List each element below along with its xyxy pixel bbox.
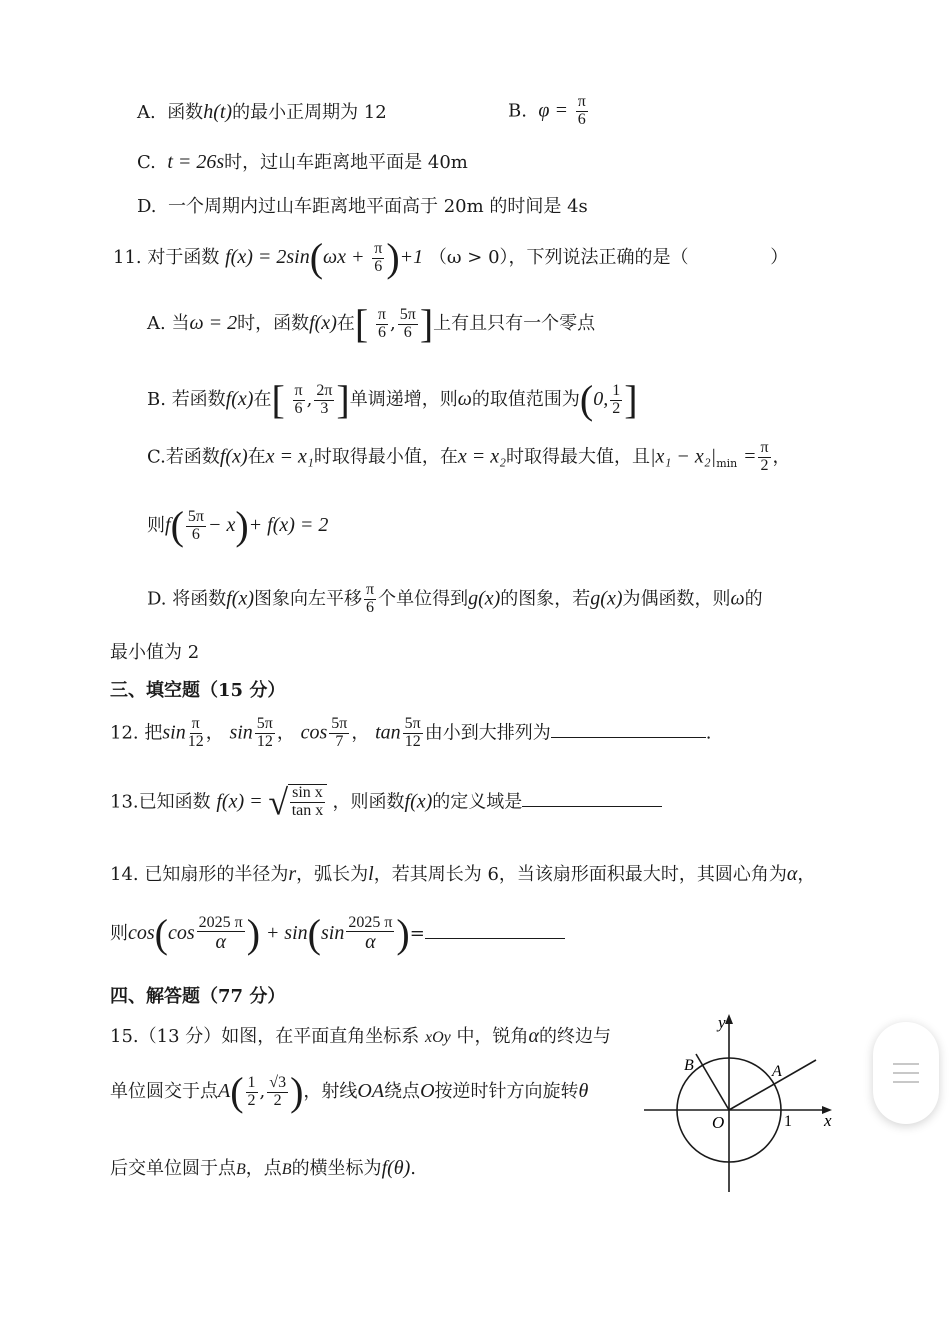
q11-option-b: B. 若函数f(x)在[ $\frac{\pi}{6}$ , $\frac{2\pi}{3}$ ]单调递增，则ω的取值范围为(0, $\frac{1}{2}$ ] bbox=[147, 377, 638, 422]
label-b: B bbox=[684, 1057, 694, 1074]
label-x: x bbox=[824, 1111, 832, 1130]
floating-menu-button[interactable] bbox=[873, 1022, 939, 1124]
unit-circle-figure bbox=[640, 1006, 850, 1196]
q12-answer-blank[interactable] bbox=[551, 737, 706, 738]
label-one: 1 bbox=[784, 1113, 792, 1130]
q11-option-d: D. 将函数f(x)图象向左平移 $\frac{\pi}{6}$ 个单位得到g(x)的图象，若g(x)为偶函数，则ω的 bbox=[147, 581, 763, 616]
q10-option-c: C. t = 26s时，过山车距离地平面是 40m bbox=[137, 151, 468, 173]
q10-option-b: B. φ = $\frac{\pi}{6}$ bbox=[508, 93, 586, 128]
q10-option-d: D. 一个周期内过山车距离地平面高于 20m 的时间是 4s bbox=[137, 196, 588, 217]
ray-ob bbox=[696, 1054, 729, 1110]
q11-option-a: A. 当ω = 2时，函数f(x)在[ $\frac{\pi}{6}$ , $\frac{5\pi}{6}$ ]上有且只有一个零点 bbox=[147, 301, 596, 346]
label-a: A bbox=[772, 1063, 782, 1080]
y-axis-arrow bbox=[725, 1014, 733, 1024]
q13-answer-blank[interactable] bbox=[522, 806, 662, 807]
q15-line-3: 后交单位圆于点B，点B的横坐标为f(θ). bbox=[110, 1157, 416, 1179]
q14-cont: 则cos(cos $\frac{2025 \pi}{\alpha}$ ) + sin(sin $\frac{2025 \pi}{\alpha}$ )= bbox=[110, 914, 565, 954]
section-4-title: 四、解答题（77 分） bbox=[110, 986, 286, 1007]
q11-option-c-cont: 则f( $\frac{5\pi}{6}$ − x)+ f(x) = 2 bbox=[147, 503, 329, 548]
q15-line-1: 15.（13 分）如图，在平面直角坐标系 xOy 中，锐角α的终边与 bbox=[110, 1025, 611, 1047]
q13: 13.已知函数 f(x) = √ $\frac{\text{sin x}}{\text{tan x}}$ ，则函数f(x)的定义域是 bbox=[110, 784, 662, 820]
q11-stem: 11. 对于函数 f(x) = 2sin(ωx + $\frac{\pi}{6}$ )+1 （ω > 0），下列说法正确的是（ ） bbox=[113, 235, 789, 280]
section-3-title: 三、填空题（15 分） bbox=[110, 680, 286, 701]
label-y: y bbox=[718, 1013, 726, 1032]
q15-line-2: 单位圆交于点A( $\frac{1}{2}$ , $\frac{√3}{2}$ )，射线OA绕点O按逆时针方向旋转θ bbox=[110, 1069, 589, 1114]
q10-option-a: A. 函数h(t)的最小正周期为 12 bbox=[137, 101, 387, 123]
menu-lines-icon bbox=[891, 1060, 921, 1086]
q14: 14. 已知扇形的半径为r，弧长为l，若其周长为 6，当该扇形面积最大时，其圆心角为α， bbox=[110, 863, 816, 885]
label-o: O bbox=[712, 1113, 725, 1132]
q11-option-c: C.若函数f(x)在x = x₁时取得最小值，在x = x₂时取得最大值，且$|x_1 - x_2|_{min}$ = $\frac{\pi}{2}$ ， bbox=[147, 439, 791, 474]
q11-option-d-cont: 最小值为 2 bbox=[110, 642, 200, 663]
q14-answer-blank[interactable] bbox=[425, 938, 565, 939]
q12: 12. 把sin $\frac{\pi}{12}$ ， sin $\frac{5\pi}{12}$ ， cos $\frac{5\pi}{7}$ ， tan $\frac{5\pi}{12}$ 由小到大排列为 . bbox=[110, 715, 712, 750]
